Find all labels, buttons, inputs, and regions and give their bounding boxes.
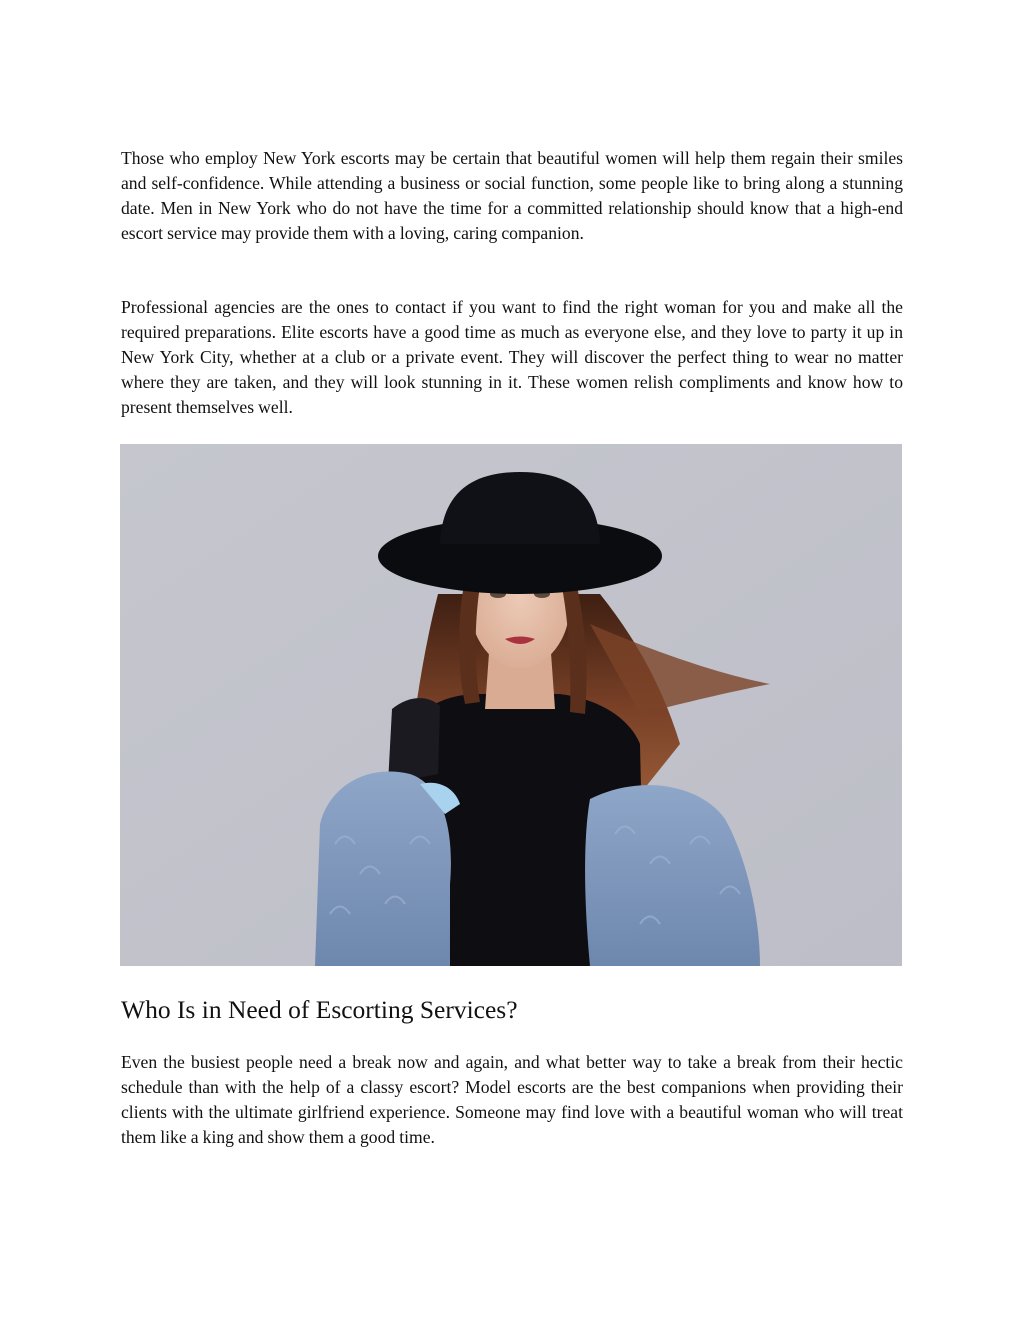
portrait-photo: [120, 444, 902, 966]
intro-paragraph: [121, 146, 903, 246]
paragraph-text: Professional agencies are the ones to contact if you want to find the right woman for you and make all the required preparations. Elite escorts have a good time as much as everyone else, and they love to party it up in New York City, whether at a club or a private event. They will discover the perfect thing to wear no matter where they are taken, and they will look stunning in it. These women relish compliments and know how to present themselves well.: [121, 297, 903, 417]
woman-in-black-hat-and-blue-fur-coat-icon: [120, 444, 902, 966]
section-paragraph: [121, 1050, 903, 1150]
paragraph-text: Even the busiest people need a break now and again, and what better way to take a break from their hectic schedule than with the help of a classy escort? Model escorts are the best companions when providing their clients with the ultimate girlfriend experience. Someone may find love with a beautiful woman who will treat them like a king and show them a good time.: [121, 1052, 903, 1147]
section-heading: Who Is in Need of Escorting Services?: [121, 995, 518, 1024]
paragraph-text: Those who employ New York escorts may be certain that beautiful women will help them regain their smiles and self-confidence. While attending a business or social function, some people like to bring along a stunning date. Men in New York who do not have the time for a committed relationship should know that a high-end escort service may provide them with a loving, caring companion.: [121, 148, 903, 243]
agencies-paragraph: [121, 295, 903, 420]
